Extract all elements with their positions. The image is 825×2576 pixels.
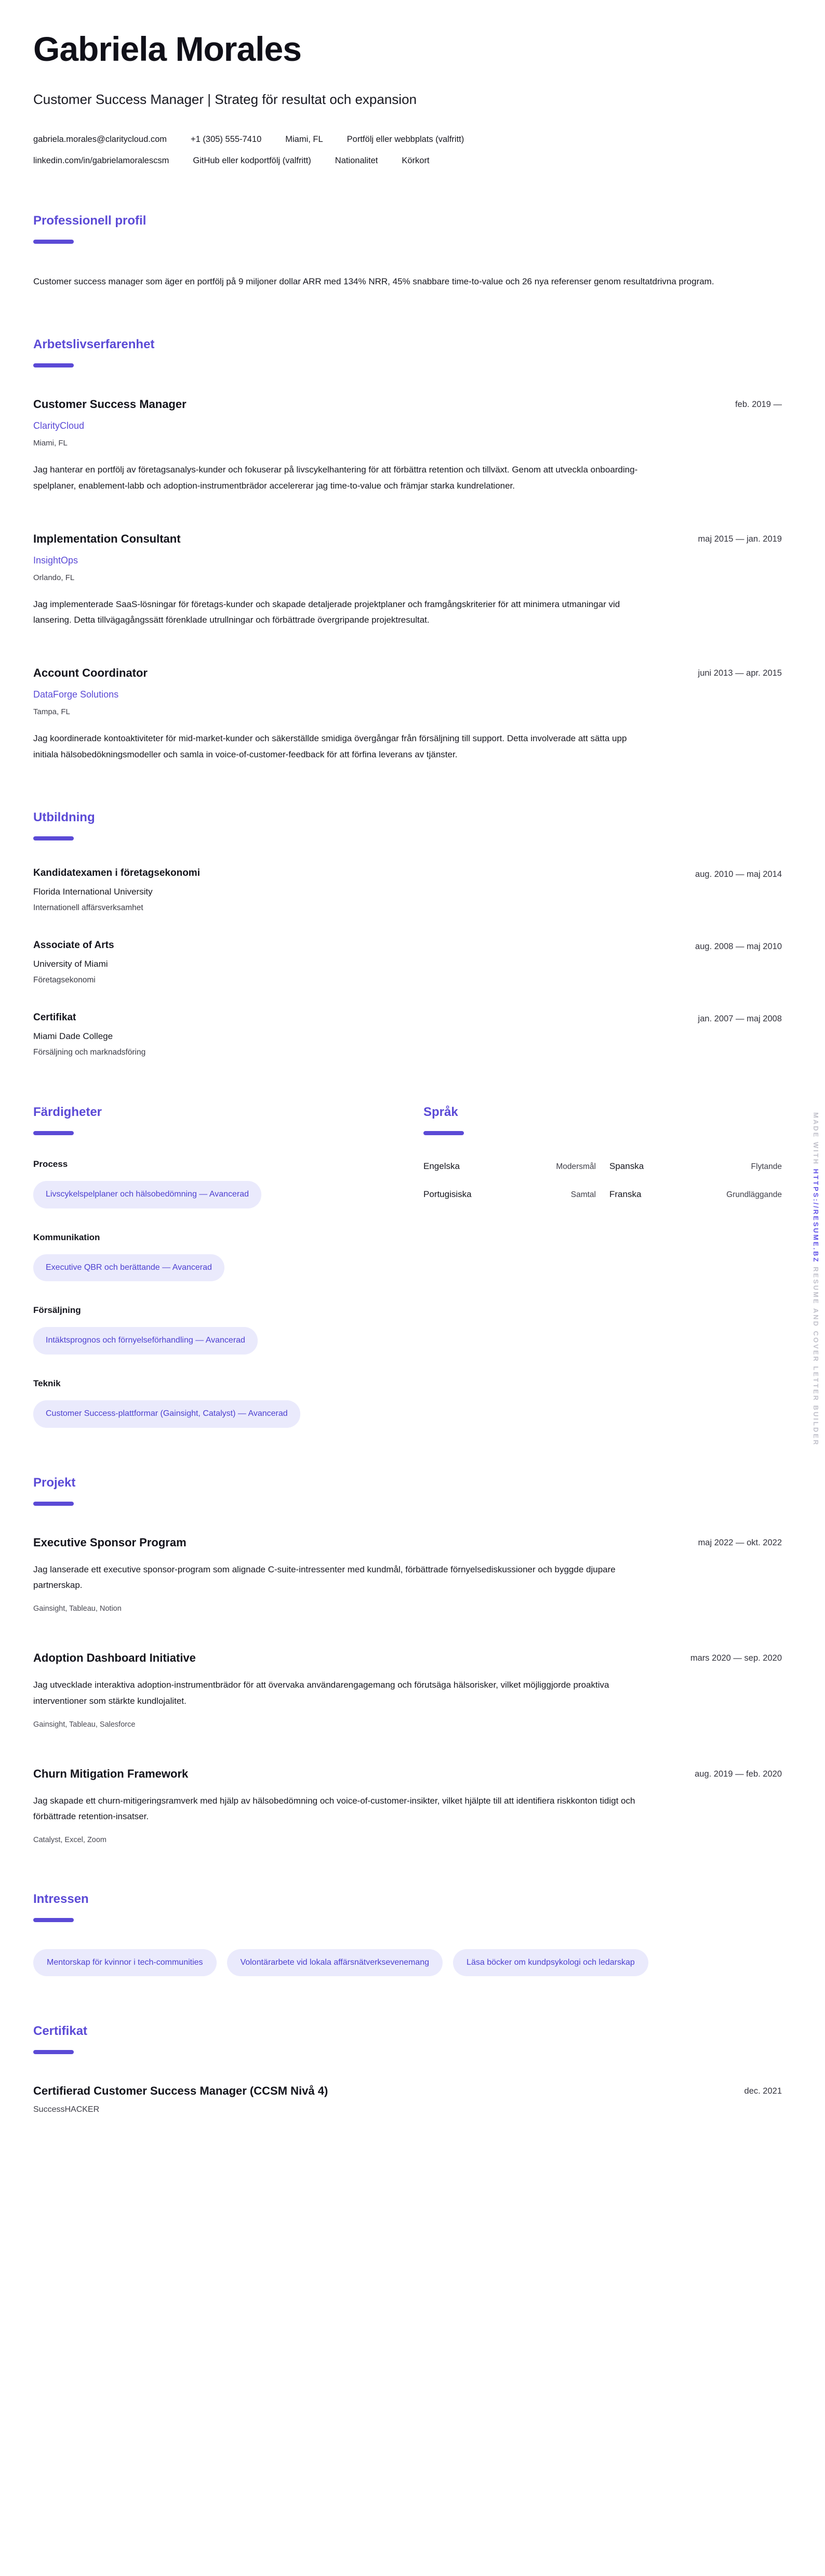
project-tools: Catalyst, Excel, Zoom	[33, 1836, 107, 1845]
job-entry-head	[33, 666, 782, 680]
language-level: Samtal	[570, 1190, 596, 1199]
language-grid	[423, 1161, 782, 1200]
section-heading-certificates: Certifikat	[33, 2024, 88, 2039]
person-name: Gabriela Morales	[33, 30, 301, 68]
language-item	[423, 1161, 596, 1172]
heading-underline	[33, 1502, 74, 1506]
heading-underline	[33, 240, 74, 244]
skill-pill: Customer Success-plattformar (Gainsight, Catalyst) — Avancerad	[33, 1400, 300, 1428]
project-description: Jag lanserade ett executive sponsor-program som alignade C-suite-intressenter med kundmål, förbättrade förnyelsediskussioner och byggde djupare partnerskap.	[33, 1564, 616, 1591]
field-of-study: Försäljning och marknadsföring	[33, 1047, 146, 1057]
project-title: Executive Sponsor Program	[33, 1535, 187, 1549]
section-heading-skills: Färdigheter	[33, 1105, 102, 1119]
project-description: Jag utvecklade interaktiva adoption-instrumentbrädor för att övervaka användarengagemang och förutsäga hälsorisker, vilket möjliggjorde proaktiva interventioner som stärkte kundlojalitet.	[33, 1680, 609, 1706]
company-link[interactable]: DataForge Solutions	[33, 689, 119, 700]
field-of-study: Företagsekonomi	[33, 975, 96, 984]
heading-underline	[33, 836, 74, 840]
degree-title: Certifikat	[33, 1011, 76, 1023]
job-dates: feb. 2019 —	[735, 400, 782, 410]
education-entry	[33, 868, 782, 913]
section-heading-projects: Projekt	[33, 1475, 76, 1490]
section-heading-experience: Arbetslivserfarenhet	[33, 337, 155, 352]
school-name: University of Miami	[33, 958, 108, 969]
project-title: Adoption Dashboard Initiative	[33, 1651, 196, 1665]
skills-languages-columns	[33, 1105, 782, 1428]
skill-pill: Livscykelspelplaner och hälsobedömning — Avancerad	[33, 1181, 261, 1208]
drivers-license-placeholder: Körkort	[402, 156, 430, 165]
watermark-tagline: RESUME AND COVER LETTER BUILDER	[812, 1263, 820, 1447]
job-entry-head	[33, 532, 782, 546]
project-title: Churn Mitigation Framework	[33, 1767, 189, 1780]
interest-pill: Mentorskap för kvinnor i tech-communities	[33, 1949, 217, 1976]
school-name: Miami Dade College	[33, 1031, 113, 1041]
job-entry	[33, 532, 782, 628]
skill-pill: Intäktsprognos och förnyelseförhandling — Avancerad	[33, 1327, 258, 1355]
language-level: Grundläggande	[726, 1190, 782, 1199]
section-heading-interests: Intressen	[33, 1892, 89, 1907]
project-tools: Gainsight, Tableau, Salesforce	[33, 1720, 136, 1729]
heading-underline	[33, 2050, 74, 2054]
nationality-placeholder: Nationalitet	[335, 156, 378, 165]
language-level: Modersmål	[556, 1162, 596, 1171]
heading-underline	[33, 363, 74, 367]
section-heading-education: Utbildning	[33, 810, 95, 824]
location: Miami, FL	[285, 135, 323, 144]
headline: Customer Success Manager | Strateg för resultat och expansion	[33, 91, 417, 107]
skill-category: Försäljning	[33, 1305, 81, 1316]
contact-row-1	[33, 135, 782, 144]
project-entry	[33, 1767, 782, 1845]
interest-pill: Läsa böcker om kundpsykologi och ledarskap	[453, 1949, 648, 1976]
education-dates: aug. 2010 — maj 2014	[695, 869, 782, 879]
degree-title: Associate of Arts	[33, 939, 114, 951]
education-entry	[33, 940, 782, 985]
job-title: Implementation Consultant	[33, 532, 181, 545]
language-name: Franska	[609, 1189, 642, 1199]
section-education	[33, 810, 782, 1057]
project-entry-head	[33, 1536, 782, 1549]
profile-summary: Customer success manager som äger en portfölj på 9 miljoner dollar ARR med 134% NRR, 45% snabbare time-to-value och 26 nya referenser genom resultatdrivna program.	[33, 277, 714, 286]
email[interactable]: gabriela.morales@claritycloud.com	[33, 135, 167, 144]
education-entry-head	[33, 1012, 782, 1024]
project-entry	[33, 1536, 782, 1613]
job-entry	[33, 666, 782, 763]
certificate-entry	[33, 2084, 782, 2114]
skill-category: Kommunikation	[33, 1232, 100, 1242]
job-entry	[33, 398, 782, 494]
project-dates: maj 2022 — okt. 2022	[698, 1537, 782, 1547]
watermark-made-with: MADE WITH	[812, 1112, 820, 1169]
project-tools: Gainsight, Tableau, Notion	[33, 1605, 122, 1613]
github-placeholder: GitHub eller kodportfölj (valfritt)	[193, 156, 311, 165]
section-languages	[423, 1105, 782, 1428]
field-of-study: Internationell affärsverksamhet	[33, 903, 143, 912]
linkedin[interactable]: linkedin.com/in/gabrielamoralescsm	[33, 156, 169, 165]
job-location: Miami, FL	[33, 439, 68, 448]
language-item	[609, 1161, 782, 1172]
education-dates: jan. 2007 — maj 2008	[698, 1014, 782, 1023]
certificate-title: Certifierad Customer Success Manager (CCSM Nivå 4)	[33, 2084, 328, 2098]
language-level: Flytande	[751, 1162, 782, 1171]
job-dates: juni 2013 — apr. 2015	[698, 668, 782, 678]
education-entry	[33, 1012, 782, 1057]
job-title: Account Coordinator	[33, 666, 148, 680]
job-title: Customer Success Manager	[33, 398, 187, 411]
job-entry-head	[33, 398, 782, 411]
contact-row-2	[33, 156, 782, 166]
project-description: Jag skapade ett churn-mitigeringsramverk med hjälp av hälsobedömning och voice-of-customer-insikter, vilket hjälpte till att identifiera riskkonton tidigt och förbättrade retention-insatser.	[33, 1795, 635, 1822]
language-name: Portugisiska	[423, 1189, 472, 1199]
watermark-site-link[interactable]: HTTPS://RESUME.BZ	[812, 1168, 820, 1264]
job-description: Jag hanterar en portfölj av företagsanalys-kunder och fokuserar på livscykelhantering för att förbättra retention och tillväxt. Genom att utveckla onboarding-spelplaner, enablement-labb och adoption-instrumentbrädor accelererar jag time-to-value och främjar starka kundrelationer.	[33, 465, 638, 491]
project-entry-head	[33, 1651, 782, 1665]
education-entry-head	[33, 868, 782, 879]
section-skills	[33, 1105, 384, 1428]
language-item	[423, 1189, 596, 1200]
education-entry-head	[33, 940, 782, 952]
section-interests	[33, 1892, 782, 1976]
section-projects	[33, 1476, 782, 1845]
section-heading-profile: Professionell profil	[33, 214, 147, 228]
job-description: Jag implementerade SaaS-lösningar för företags-kunder och skapade detaljerade projektplaner och framgångskriterier för att minimera utmaningar vid lansering. Detta tillvägagångssätt förenklade utrullningar och förbättrade övergripande projektresultat.	[33, 599, 620, 625]
phone[interactable]: +1 (305) 555-7410	[191, 135, 262, 144]
language-name: Engelska	[423, 1161, 460, 1171]
certificate-date: dec. 2021	[744, 2086, 782, 2096]
degree-title: Kandidatexamen i företagsekonomi	[33, 867, 200, 878]
section-profile	[33, 214, 782, 290]
skill-pill: Executive QBR och berättande — Avancerad	[33, 1254, 224, 1282]
section-heading-languages: Språk	[423, 1105, 458, 1119]
language-item	[609, 1189, 782, 1200]
job-description: Jag koordinerade kontoaktiviteter för mid-market-kunder och säkerställde smidiga övergångar från försäljning till support. Detta involverade att sätta upp initiala hälsobedökningsmodeller och samla in voice-of-customer-feedback för att förfina leverans av tjänster.	[33, 733, 627, 759]
school-name: Florida International University	[33, 886, 153, 897]
skill-group	[33, 1159, 384, 1208]
heading-underline	[33, 1918, 74, 1922]
job-location: Tampa, FL	[33, 707, 70, 717]
header	[33, 29, 782, 166]
skill-category: Process	[33, 1159, 68, 1169]
certificate-issuer: SuccessHACKER	[33, 2105, 100, 2114]
section-certificates	[33, 2024, 782, 2114]
job-dates: maj 2015 — jan. 2019	[698, 534, 782, 544]
portfolio-placeholder: Portfölj eller webbplats (valfritt)	[347, 135, 464, 144]
project-entry-head	[33, 1767, 782, 1781]
heading-underline	[423, 1131, 464, 1135]
skill-category: Teknik	[33, 1378, 61, 1389]
interest-pill-row	[33, 1949, 709, 1976]
company-link[interactable]: ClarityCloud	[33, 420, 85, 431]
project-dates: aug. 2019 — feb. 2020	[695, 1769, 782, 1779]
certificate-entry-head	[33, 2084, 782, 2098]
company-link[interactable]: InsightOps	[33, 555, 78, 566]
interest-pill: Volontärarbete vid lokala affärsnätverksevenemang	[227, 1949, 443, 1976]
skill-group	[33, 1378, 384, 1428]
heading-underline	[33, 1131, 74, 1135]
project-entry	[33, 1651, 782, 1729]
watermark	[812, 1112, 820, 1446]
skill-group	[33, 1305, 384, 1355]
education-dates: aug. 2008 — maj 2010	[695, 941, 782, 951]
project-dates: mars 2020 — sep. 2020	[690, 1653, 782, 1663]
job-location: Orlando, FL	[33, 573, 75, 582]
skill-group	[33, 1232, 384, 1282]
language-name: Spanska	[609, 1161, 644, 1171]
section-experience	[33, 337, 782, 763]
